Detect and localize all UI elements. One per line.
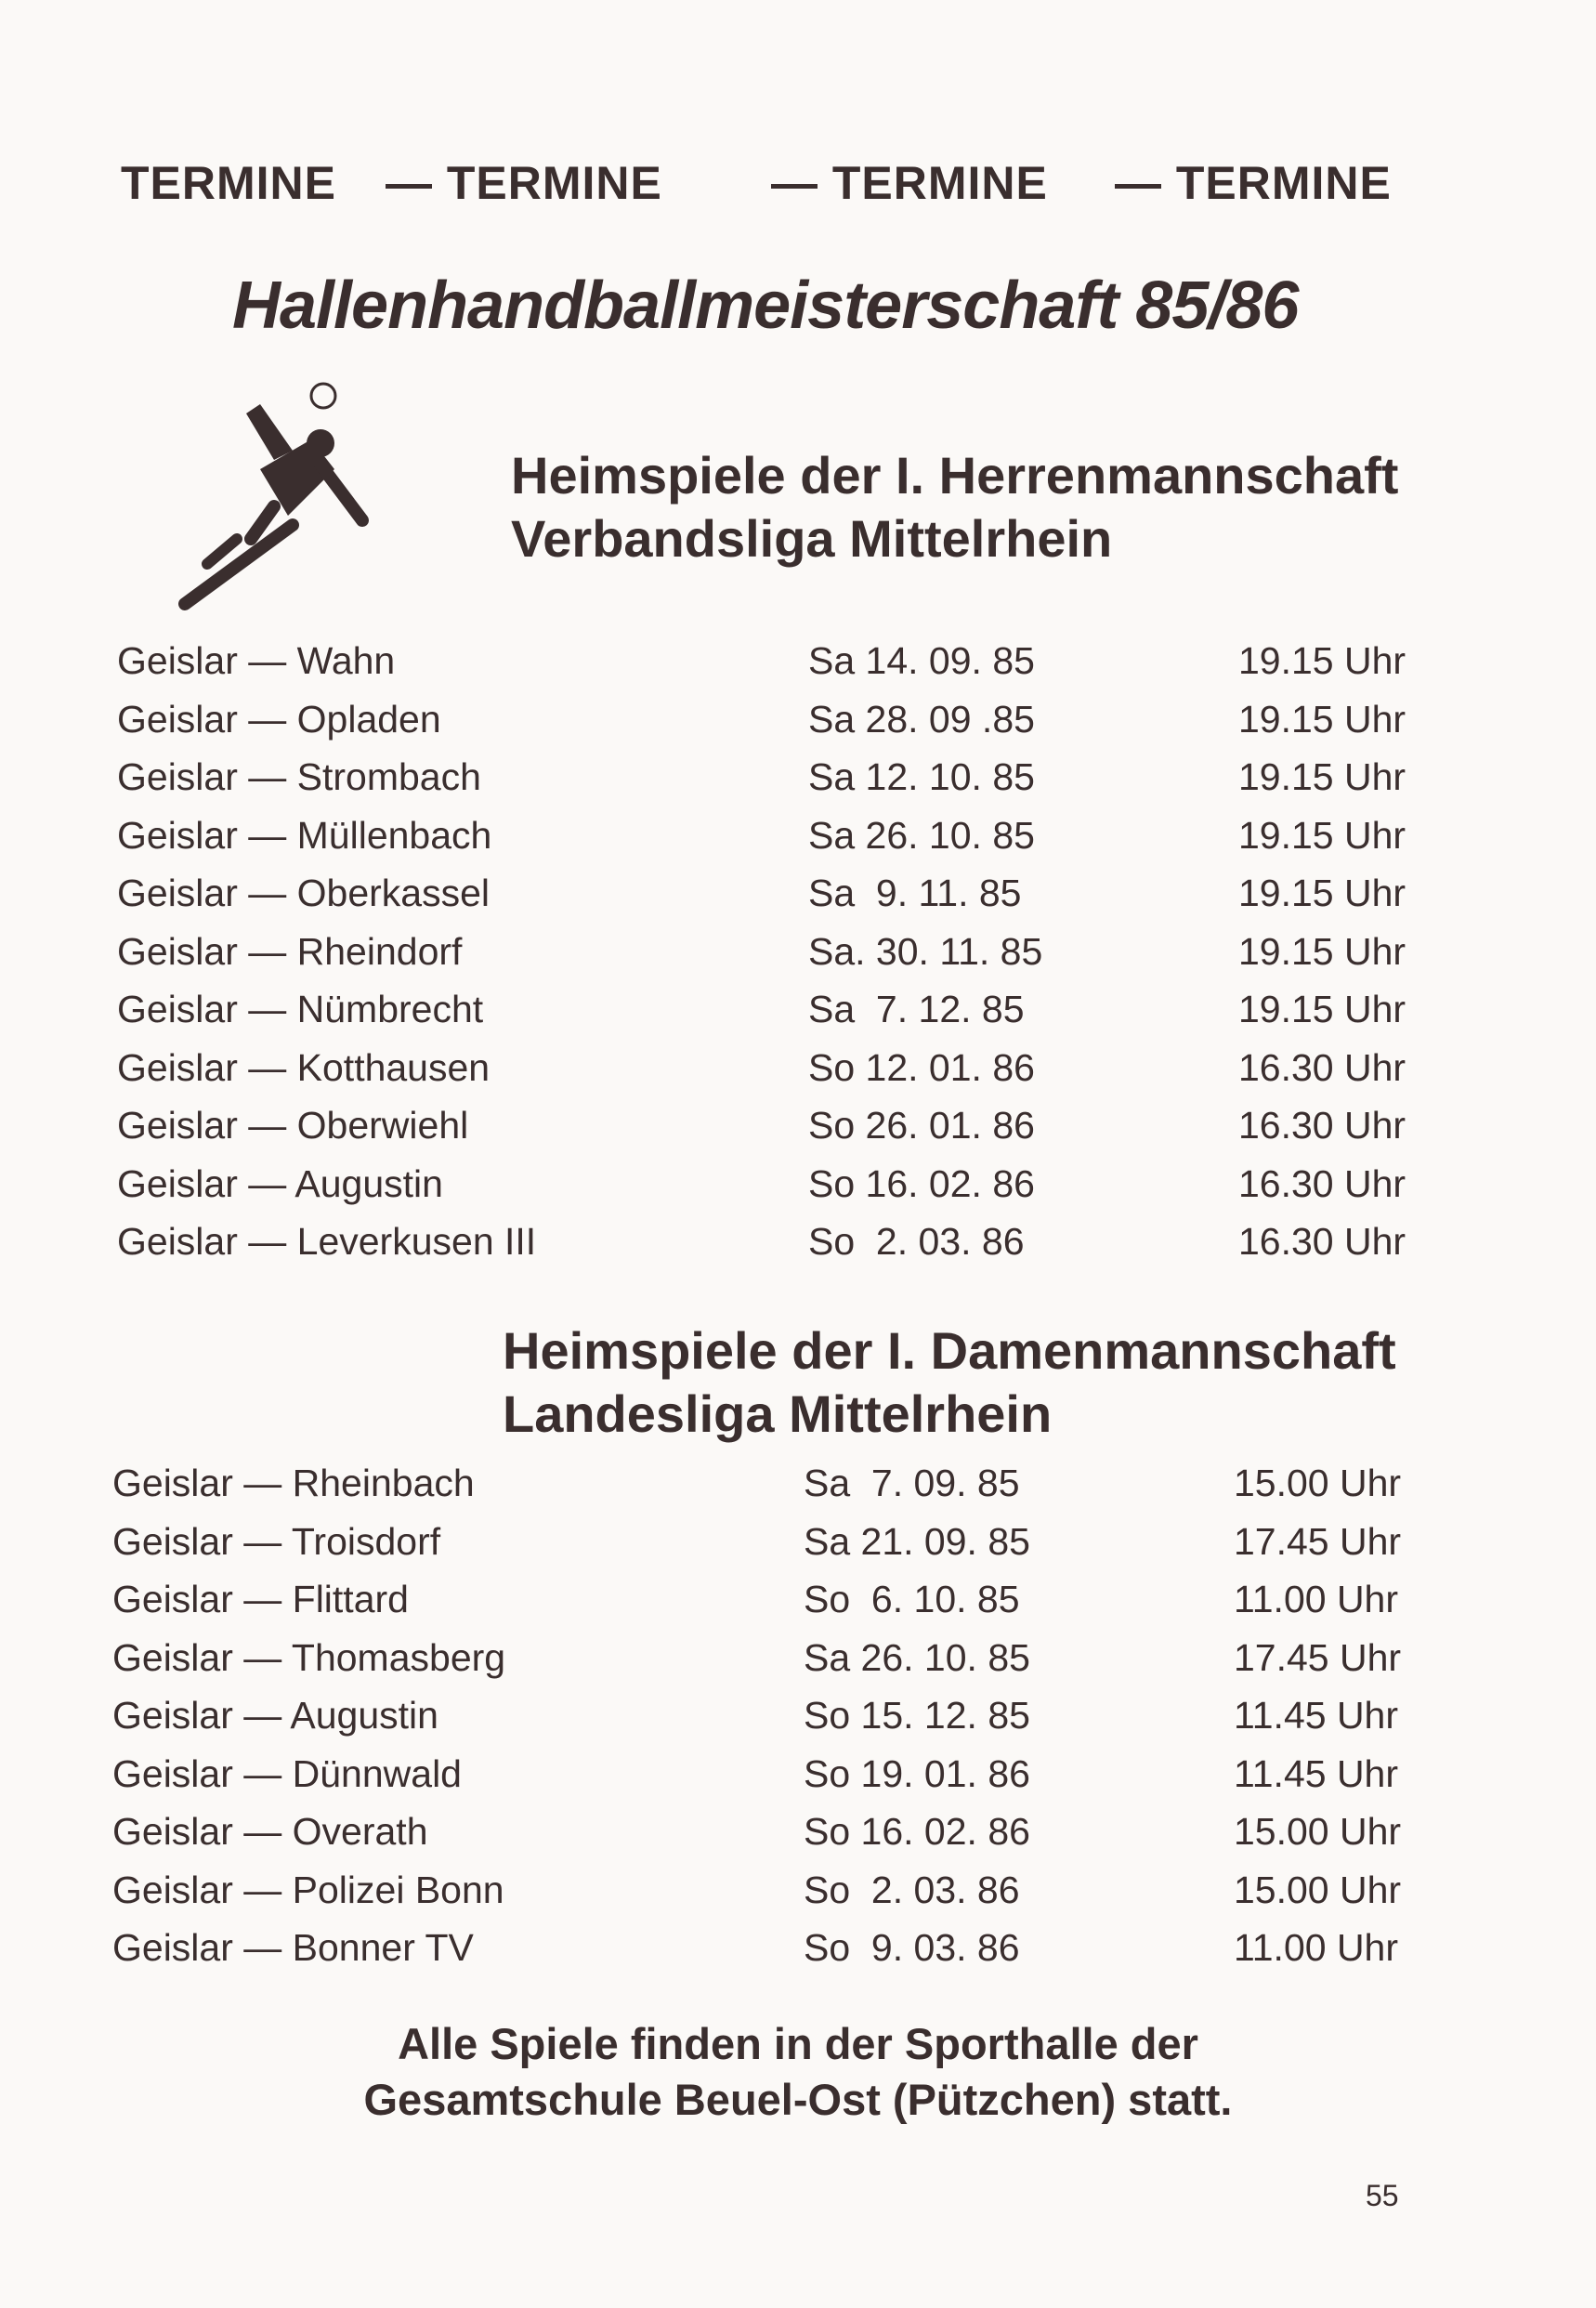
game-date: Sa 28. 09 .85 <box>808 697 1035 741</box>
game-date: Sa. 30. 11. 85 <box>808 929 1043 973</box>
game-row <box>0 930 1596 989</box>
game-date: Sa 9. 11. 85 <box>808 872 1022 914</box>
game-time: 19.15 Uhr <box>1238 697 1406 741</box>
game-time: 11.45 Uhr <box>1234 1751 1399 1795</box>
game-row <box>0 1869 1596 1927</box>
game-match: Geislar — Opladen <box>117 697 441 741</box>
game-date: Sa 26. 10. 85 <box>804 1635 1030 1679</box>
game-row <box>0 988 1596 1046</box>
game-date: Sa 7. 09. 85 <box>804 1462 1020 1504</box>
handball-player-icon <box>172 376 376 618</box>
game-row <box>0 814 1596 872</box>
game-time: 17.45 Uhr <box>1234 1635 1402 1679</box>
game-row <box>0 1694 1596 1752</box>
game-row <box>0 872 1596 930</box>
game-match: Geislar — Rheindorf <box>117 929 463 973</box>
game-date: So 19. 01. 86 <box>804 1751 1030 1795</box>
game-date: Sa 26. 10. 85 <box>808 813 1035 857</box>
game-time: 15.00 Uhr <box>1234 1810 1402 1853</box>
game-match: Geislar — Overath <box>112 1810 428 1853</box>
game-time: 19.15 Uhr <box>1238 755 1406 798</box>
game-time: 16.30 Uhr <box>1238 1220 1406 1263</box>
game-date: So 2. 03. 86 <box>808 1220 1025 1263</box>
game-match: Geislar — Kotthausen <box>117 1045 491 1089</box>
section-heading-women <box>503 1319 1396 1446</box>
page-number: 55 <box>1366 2179 1399 2212</box>
game-match: Geislar — Augustin <box>112 1694 438 1737</box>
game-match: Geislar — Rheinbach <box>112 1462 475 1504</box>
game-row <box>0 1162 1596 1221</box>
game-row <box>0 1636 1596 1695</box>
game-row <box>0 1810 1596 1869</box>
game-match: Geislar — Troisdorf <box>112 1519 441 1563</box>
game-time: 19.15 Uhr <box>1238 988 1406 1030</box>
game-date: So 6. 10. 85 <box>804 1578 1020 1620</box>
game-match: Geislar — Nümbrecht <box>117 988 484 1030</box>
termine-word: — TERMINE <box>386 157 662 209</box>
game-date: Sa 12. 10. 85 <box>808 755 1035 798</box>
game-match: Geislar — Oberwiehl <box>117 1104 469 1147</box>
game-row <box>0 639 1596 698</box>
game-row <box>0 1220 1596 1279</box>
game-match: Geislar — Müllenbach <box>117 813 492 857</box>
game-time: 11.00 Uhr <box>1234 1578 1399 1620</box>
game-row <box>0 1752 1596 1811</box>
game-date: Sa 14. 09. 85 <box>808 639 1035 682</box>
termine-banner <box>121 156 1431 221</box>
game-date: Sa 7. 12. 85 <box>808 988 1025 1030</box>
game-time: 16.30 Uhr <box>1238 1161 1406 1205</box>
section-title: Heimspiele der I. Damenmannschaft <box>503 1321 1396 1380</box>
game-row <box>0 1046 1596 1105</box>
game-match: Geislar — Flittard <box>112 1578 409 1620</box>
game-row <box>0 755 1596 814</box>
game-date: So 16. 02. 86 <box>804 1810 1030 1853</box>
termine-word: — TERMINE <box>771 157 1048 209</box>
game-time: 16.30 Uhr <box>1238 1104 1406 1147</box>
game-match: Geislar — Thomasberg <box>112 1635 506 1679</box>
game-match: Geislar — Oberkassel <box>117 872 491 914</box>
game-time: 17.45 Uhr <box>1234 1519 1402 1563</box>
termine-word: TERMINE <box>121 157 336 209</box>
game-date: So 26. 01. 86 <box>808 1104 1035 1147</box>
game-date: So 16. 02. 86 <box>808 1161 1035 1205</box>
game-time: 11.00 Uhr <box>1234 1926 1399 1969</box>
game-date: So 9. 03. 86 <box>804 1926 1020 1969</box>
game-match: Geislar — Strombach <box>117 755 481 798</box>
game-time: 19.15 Uhr <box>1238 639 1406 682</box>
game-date: Sa 21. 09. 85 <box>804 1519 1030 1563</box>
game-row <box>0 1462 1596 1520</box>
venue-note-line: Gesamtschule Beuel-Ost (Pützchen) statt. <box>363 2075 1233 2124</box>
game-match: Geislar — Polizei Bonn <box>112 1868 504 1911</box>
games-list-men <box>0 639 1596 1279</box>
game-time: 19.15 Uhr <box>1238 929 1406 973</box>
game-time: 15.00 Uhr <box>1234 1868 1402 1911</box>
game-row <box>0 1578 1596 1636</box>
termine-word: — TERMINE <box>1115 157 1392 209</box>
section-league: Landesliga Mittelrhein <box>503 1384 1053 1443</box>
game-date: So 2. 03. 86 <box>804 1868 1020 1911</box>
game-row <box>0 1104 1596 1162</box>
game-match: Geislar — Augustin <box>117 1161 443 1205</box>
venue-note <box>0 2016 1596 2128</box>
game-match: Geislar — Leverkusen III <box>117 1220 537 1263</box>
game-time: 19.15 Uhr <box>1238 872 1406 914</box>
game-time: 11.45 Uhr <box>1234 1694 1399 1737</box>
section-title: Heimspiele der I. Herrenmannschaft <box>511 446 1399 505</box>
page-title: Hallenhandballmeisterschaft 85/86 <box>232 269 1299 343</box>
game-row <box>0 698 1596 756</box>
game-match: Geislar — Wahn <box>117 639 396 682</box>
section-league: Verbandsliga Mittelrhein <box>511 509 1113 568</box>
game-row <box>0 1926 1596 1985</box>
game-match: Geislar — Bonner TV <box>112 1926 474 1969</box>
game-row <box>0 1520 1596 1579</box>
game-date: So 15. 12. 85 <box>804 1694 1030 1737</box>
section-heading-men <box>511 444 1398 570</box>
game-time: 15.00 Uhr <box>1234 1462 1402 1504</box>
games-list-women <box>0 1462 1596 1985</box>
venue-note-line: Alle Spiele finden in der Sporthalle der <box>398 2019 1198 2068</box>
game-time: 16.30 Uhr <box>1238 1045 1406 1089</box>
game-time: 19.15 Uhr <box>1238 813 1406 857</box>
game-date: So 12. 01. 86 <box>808 1045 1035 1089</box>
game-match: Geislar — Dünnwald <box>112 1751 462 1795</box>
